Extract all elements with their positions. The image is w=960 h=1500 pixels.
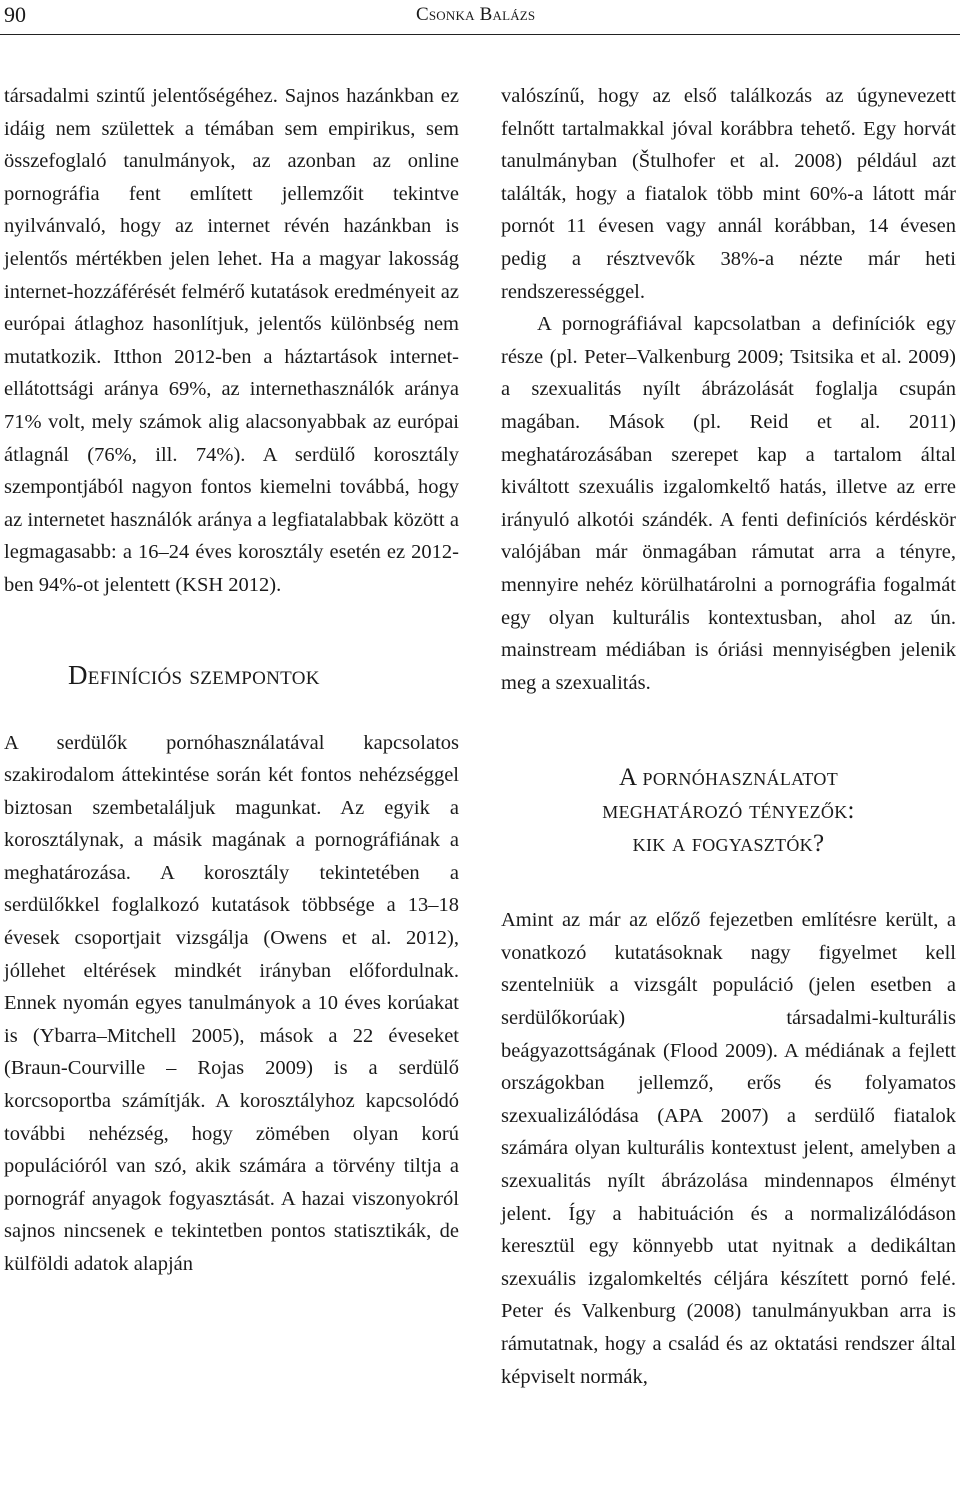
page-header: [0, 0, 960, 35]
body-paragraph: társadalmi szintű jelentőségéhez. Sajnos hazánkban ez idáig nem születtek a témában sem empirikus, sem összefoglaló tanulmányok, az azonban az online pornográfia fent említett jellemzőit tekintve nyilvánvaló, hogy az internet révén hazánkban is jelentős mértékben jelen lehet. Ha a magyar lakosság internet-hozzáférését felmérő kutatások eredményeit az európai átlaghoz hasonlítjuk, jelentős különbség nem mutatkozik. Itthon 2012-ben a háztartások internet-ellátottsági aránya 69%, az internethasználók aránya 71% volt, mely számok alig alacsonyabbak az európai átlagnál (76%, ill. 74%). A serdülő korosztály szempontjából nagyon fontos kiemelni továbbá, hogy az internetet használók aránya a legfiatalabbak között a legmagasabb: a 16–24 éves korosztály esetén ez 2012-ben 94%-ot jelentett (KSH 2012).: [4, 85, 459, 596]
heading-line: meghatározó tényezők:: [602, 797, 855, 825]
right-column: [501, 80, 956, 1393]
section-heading-definitions: Definíciós szempontok: [68, 659, 320, 690]
running-head-author: Csonka Balázs: [416, 4, 536, 25]
section-heading-consumers: [501, 761, 956, 860]
left-column: [4, 80, 459, 1281]
heading-line: A pornóhasználatot: [618, 764, 838, 792]
heading-line: kik a fogyasztók?: [632, 830, 825, 858]
body-paragraph: valószínű, hogy az első találkozás az úgynevezett felnőtt tartalmakkal jóval korábbra tehető. Egy horvát tanulmányban (Štulhofer et al. 2008) például azt találták, hogy a fiatalok több mint 60%-a látott már pornót 11 évesen vagy annál korábban, 14 évesen pedig a résztvevők 38%-a nézte már heti rendszerességgel.: [501, 85, 956, 303]
page-number: 90: [4, 2, 26, 27]
body-paragraph: A pornográfiával kapcsolatban a definíciók egy része (pl. Peter–Valkenburg 2009; Tsitsika et al. 2009) a szexualitás nyílt ábrázolását foglalja csupán magában. Mások (pl. Reid et al. 2011) meghatározásában szerepet kap a tartalom által kiváltott szexuális izgalomkeltő hatás, illetve az erre irányuló alkotói szándék. A fenti definíciós kérdéskör valójában már önmagában rámutat arra a tényre, mennyire nehéz körülhatárolni a pornográfia fogalmát egy olyan kulturális kontextusban, ahol az ún. mainstream médiában is óriási mennyiségben jelenik meg a szexualitás.: [501, 313, 956, 694]
body-paragraph: Amint az már az előző fejezetben említésre került, a vonatkozó kutatásoknak nagy figyelmet kell szentelniük a vizsgált populáció (jelen esetben a serdülőkorúak) társadalmi-kulturális beágyazottságának (Flood 2009). A médiának a fejlett országokban jellemző, erős és folyamatos szexualizálódása (APA 2007) a serdülő fiatalok számára olyan kulturális kontextust jelent, amelyben a szexualitás nyílt ábrázolása mindennapos élményt jelent. Így a habituáción és a normalizálódáson keresztül egy könnyebb utat nyitnak a dedikáltan szexuális izgalomkeltés céljára készített pornó felé. Peter és Valkenburg (2008) tanulmányukban arra is rámutatnak, hogy a család és az oktatási rendszer által képviselt normák,: [501, 909, 956, 1388]
body-paragraph: A serdülők pornóhasználatával kapcsolatos szakirodalom áttekintése során két fontos nehézséggel biztosan szembetaláljuk magunkat. Az egyik a korosztálynak, a másik magának a pornográfiának a meghatározása. A korosztály tekintetében a serdülőkkel foglalkozó kutatások többsége a 13–18 évesek csoportjait vizsgálja (Owens et al. 2012), jóllehet eltérések mindkét irányban előfordulnak. Ennek nyomán egyes tanulmányok a 10 éves korúakat is (Ybarra–Mitchell 2005), mások a 22 éveseket (Braun-Courville – Rojas 2009) is a serdülő korcsoportba számítják. A korosztályhoz kapcsolódó további nehézség, hogy zömében olyan korú populációról van szó, akik számára a törvény tiltja a pornográf anyagok fogyasztását. A hazai viszonyokról sajnos nincsenek e tekintetben pontos statisztikák, de külföldi adatok alapján: [4, 731, 459, 1275]
